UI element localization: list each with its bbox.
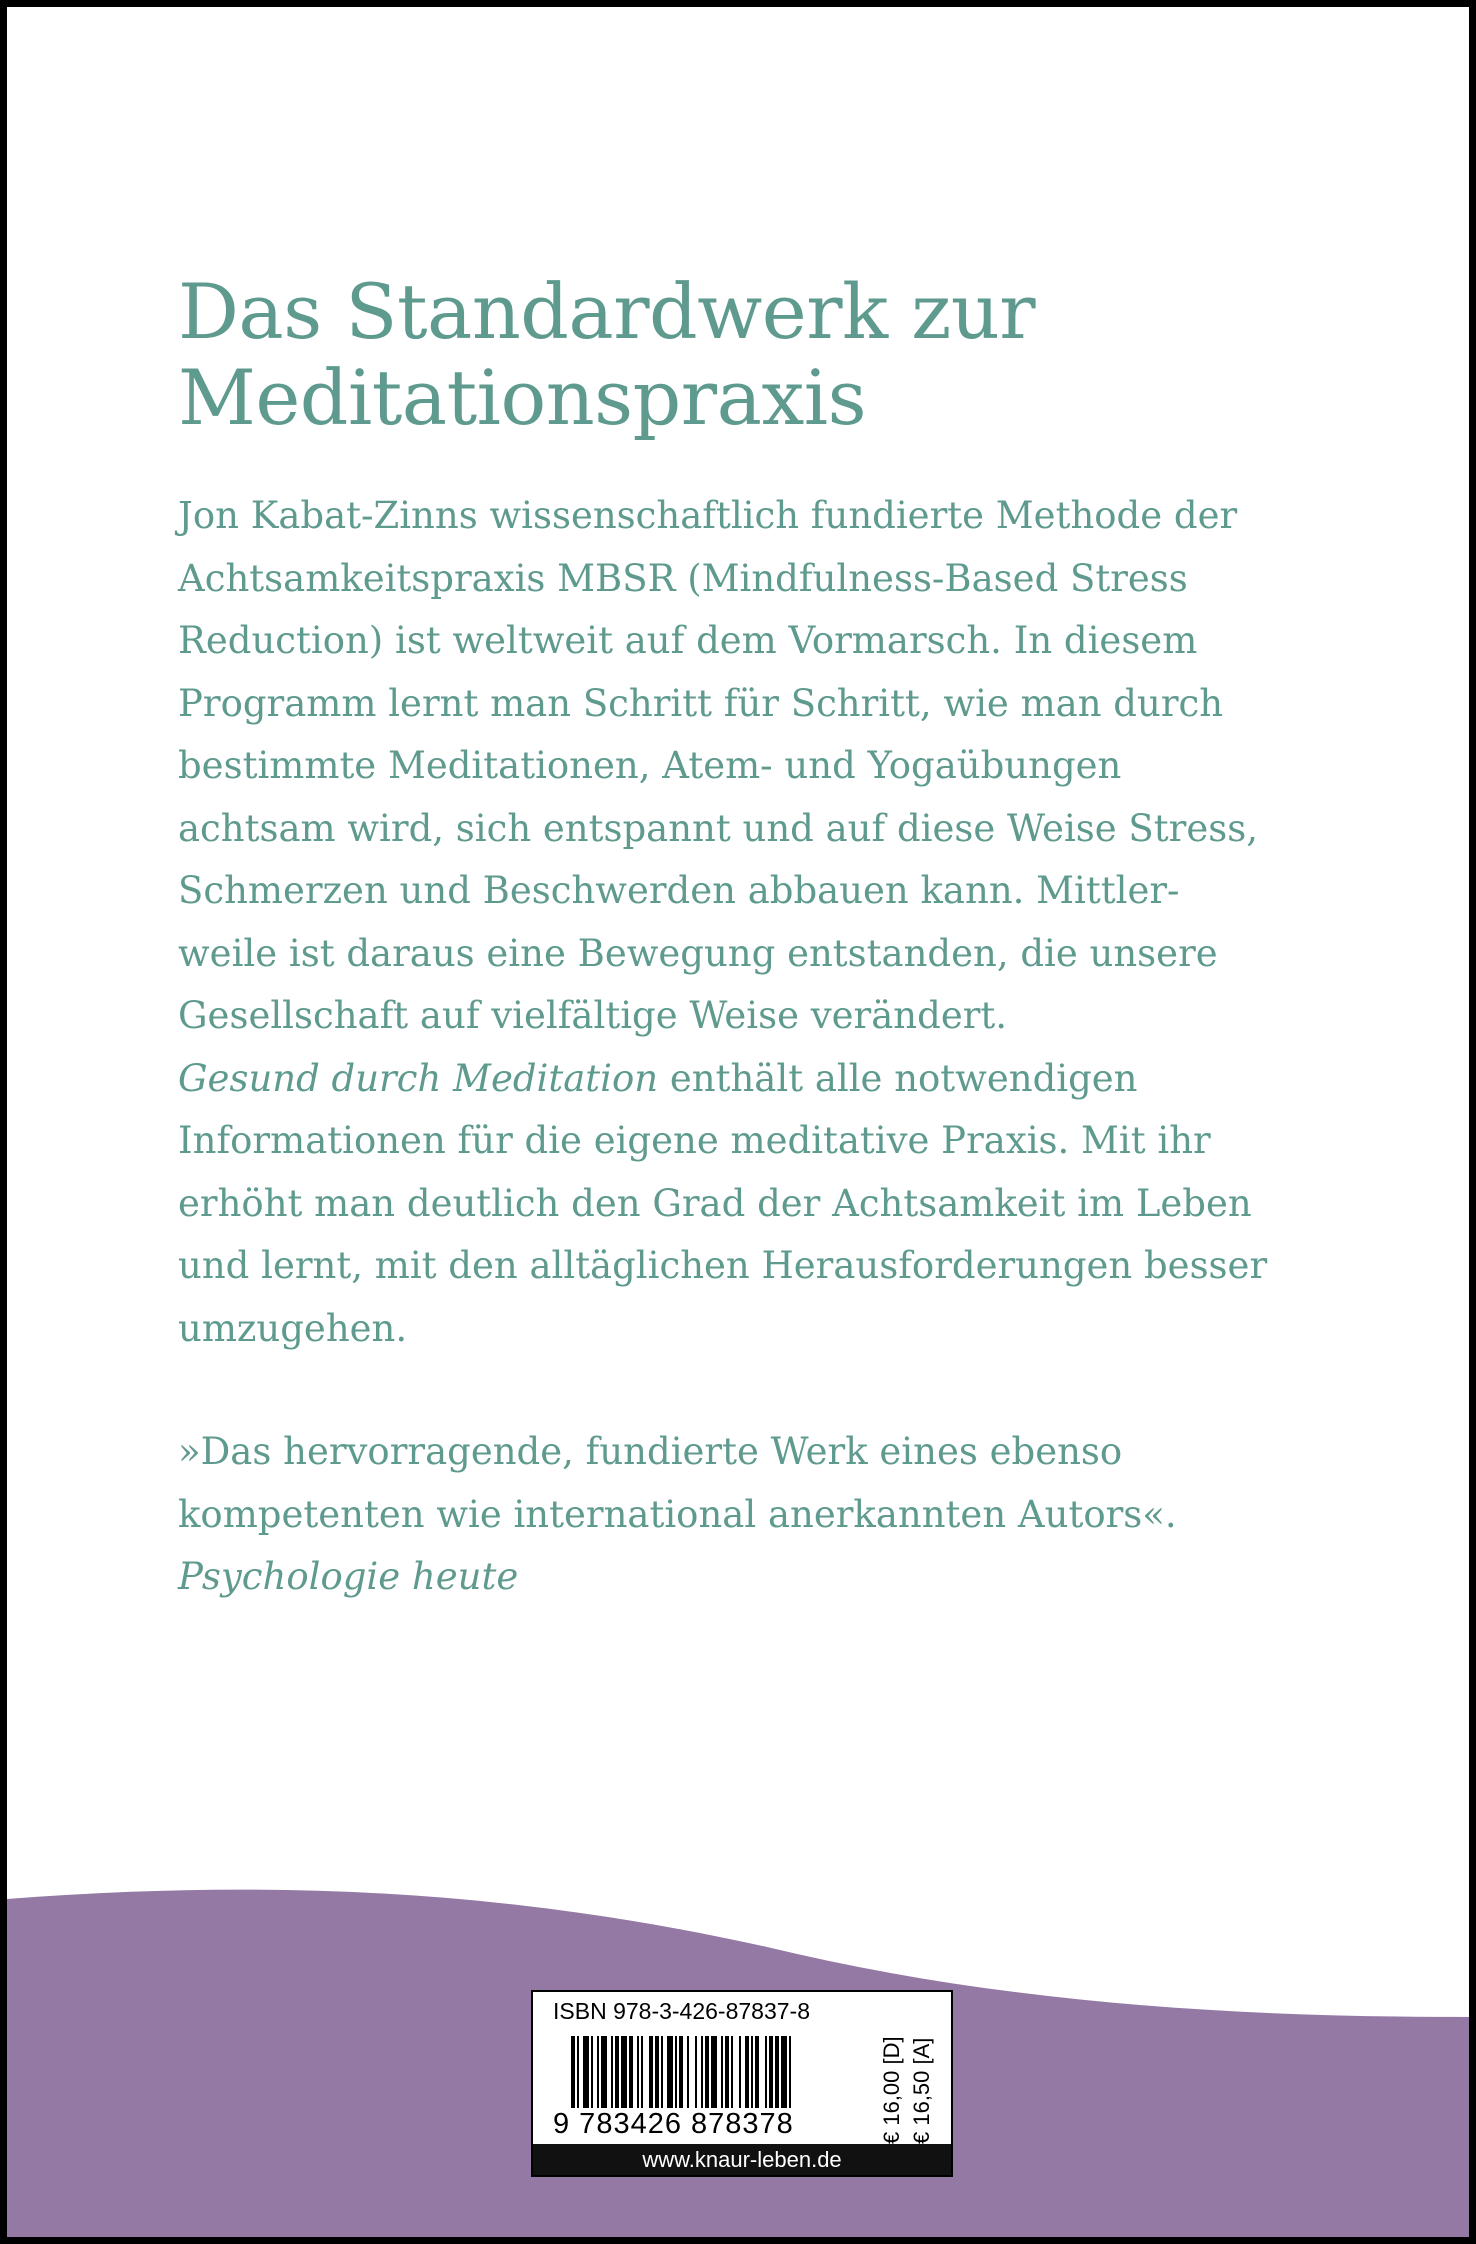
barcode-bar bbox=[583, 2036, 589, 2108]
barcode-bar bbox=[751, 2036, 753, 2108]
barcode-bar bbox=[649, 2036, 653, 2108]
description-line: Gesellschaft auf vielfältige Weise verändert. bbox=[178, 994, 1008, 1037]
barcode-bar bbox=[775, 2036, 779, 2108]
barcode-bars bbox=[571, 2036, 861, 2108]
isbn-label: ISBN 978-3-426-87837-8 bbox=[553, 1998, 810, 2024]
barcode-bar bbox=[661, 2036, 663, 2108]
description-line: achtsam wird, sich entspannt und auf diese Weise Stress, bbox=[178, 806, 1258, 850]
quote-line-1: »Das hervorragende, fundierte Werk eines ebenso bbox=[178, 1430, 1123, 1473]
back-cover bbox=[7, 7, 1469, 2237]
description-line: Programm lernt man Schritt für Schritt, wie man durch bbox=[178, 681, 1224, 725]
barcode-bar bbox=[655, 2036, 659, 2108]
barcode-bar bbox=[695, 2036, 697, 2108]
barcode-bar bbox=[739, 2036, 741, 2108]
quote-line-2: kompetenten wie international anerkannten Autors«. bbox=[178, 1492, 1177, 1536]
barcode-bar bbox=[637, 2036, 639, 2108]
barcode-bar bbox=[765, 2036, 767, 2108]
description bbox=[178, 485, 1358, 1360]
price-germany: € 16,00 [D] bbox=[879, 2036, 904, 2144]
barcode-bar bbox=[701, 2036, 703, 2108]
barcode-bar bbox=[591, 2036, 593, 2108]
barcode-bar bbox=[615, 2036, 619, 2108]
price-austria: € 16,50 [A] bbox=[909, 2037, 934, 2144]
barcode-bar bbox=[731, 2036, 733, 2108]
barcode-bar bbox=[629, 2036, 633, 2108]
prices bbox=[877, 2032, 947, 2142]
quote-source: Psychologie heute bbox=[178, 1555, 519, 1598]
description-line: und lernt, mit den alltäglichen Herausforderungen besser bbox=[178, 1244, 1268, 1287]
description-line: Schmerzen und Beschwerden abbauen kann. Mittler- bbox=[178, 869, 1180, 912]
barcode-bar bbox=[789, 2036, 791, 2108]
barcode-box bbox=[531, 1990, 953, 2177]
description-line: erhöht man deutlich den Grad der Achtsamkeit im Leben bbox=[178, 1181, 1252, 1225]
description-line: Achtsamkeitspraxis MBSR (Mindfulness-Based Stress bbox=[178, 556, 1188, 600]
barcode-bar bbox=[597, 2036, 599, 2108]
barcode-bar bbox=[721, 2036, 723, 2108]
barcode-bar bbox=[781, 2036, 787, 2108]
headline bbox=[178, 269, 1358, 441]
book-title: Gesund durch Meditation bbox=[178, 1056, 659, 1100]
barcode-bar bbox=[577, 2036, 579, 2108]
barcode-bar bbox=[745, 2036, 749, 2108]
description-line: bestimmte Meditationen, Atem- und Yogaübungen bbox=[178, 744, 1122, 787]
barcode-bar bbox=[641, 2036, 643, 2108]
description-line: Reduction) ist weltweit auf dem Vormarsch. In diesem bbox=[178, 619, 1198, 662]
description-line-after-title: enthält alle notwendigen bbox=[658, 1056, 1138, 1100]
barcode-bar bbox=[769, 2036, 773, 2108]
description-line: Jon Kabat-Zinns wissenschaftlich fundierte Methode der bbox=[178, 494, 1238, 537]
review-quote bbox=[178, 1421, 1358, 1609]
headline-line-1: Das Standardwerk zur bbox=[178, 267, 1036, 356]
barcode-bar bbox=[621, 2036, 627, 2108]
barcode-bar bbox=[725, 2036, 729, 2108]
barcode-bar bbox=[679, 2036, 683, 2108]
barcode-bar bbox=[667, 2036, 673, 2108]
description-line: Informationen für die eigene meditative Praxis. Mit ihr bbox=[178, 1119, 1211, 1162]
description-line bbox=[178, 1048, 1358, 1111]
barcode-bar bbox=[601, 2036, 607, 2108]
description-line: umzugehen. bbox=[178, 1306, 408, 1350]
barcode-bar bbox=[675, 2036, 677, 2108]
barcode-digits: 9 783426 878378 bbox=[553, 2108, 794, 2140]
barcode-bar bbox=[755, 2036, 759, 2108]
barcode-bar bbox=[611, 2036, 613, 2108]
description-line: weile ist daraus eine Bewegung entstanden, die unsere bbox=[178, 931, 1218, 975]
barcode-bar bbox=[711, 2036, 717, 2108]
barcode-bar bbox=[687, 2036, 689, 2108]
barcode-bar bbox=[705, 2036, 709, 2108]
barcode-bar bbox=[571, 2036, 575, 2108]
headline-line-2: Meditationspraxis bbox=[178, 353, 867, 442]
publisher-url[interactable]: www.knaur-leben.de bbox=[533, 2144, 951, 2175]
